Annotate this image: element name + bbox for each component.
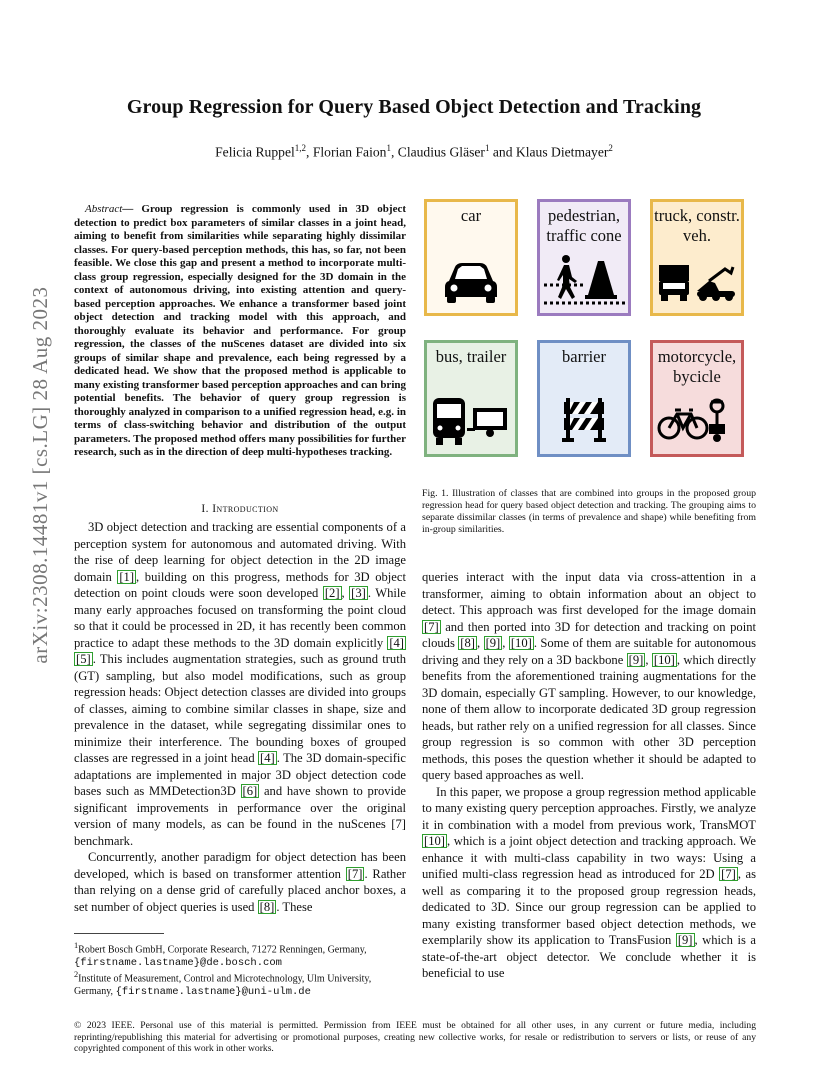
paragraph (74, 519, 406, 849)
paragraph-text: . While many early approaches focused on transforming the point cloud so that it could be processed in 2D, it has recently been common practice to adapt these methods to the 3D domain explicitly (74, 586, 407, 650)
paragraph-text: and have shown to provide significant improvements in performance over the original version of many models, as can be found in the nuScenes [7] benchmark. (74, 784, 406, 848)
citation-link[interactable]: [7] (347, 866, 363, 881)
affiliation-mark: 2 (608, 143, 613, 153)
author-name: Claudius Gläser (397, 144, 485, 160)
paragraph-text: 3D object detection and tracking are essential components of a perception system for autonomous and automated driving. With the rise of deep learning for object detection in the 2D image domain (74, 520, 406, 584)
author-conjunction: and (492, 144, 513, 160)
citation-link[interactable]: [4] (389, 635, 404, 650)
paragraph (74, 849, 406, 915)
group-label: car (460, 206, 482, 225)
affiliation-mark: 1 (484, 143, 490, 153)
copyright-notice: © 2023 IEEE. Personal use of this material is permitted. Permission from IEEE must be obtained for all other uses, in any current or future media, including reprinting/republishing this material for advertising or promotional purposes, creating new collective works, for resale or redistribution to servers or lists, or reuse of any copyrighted component of this work in other works. (74, 1020, 756, 1054)
group-box-bus (424, 340, 518, 457)
left-column-body (74, 519, 406, 915)
citation-link[interactable]: [9] (628, 652, 644, 667)
paragraph-text: , (502, 636, 509, 650)
author-name: Felicia Ruppel (215, 144, 295, 160)
footnote-2: $^2$Institute of Measurement, Control and Microtechnology, Ulm University, Germany, {firstname.lastname}@uni-ulm.de (74, 970, 372, 999)
paragraph-text: In this paper, we propose a group regression method applicable to many existing query perception approaches. Firstly, we analyze it in combination with a model from previous work, TransMOT (422, 784, 756, 832)
section-heading (74, 503, 406, 515)
bus-trailer-icon (427, 388, 515, 448)
group-box-truck (650, 199, 744, 316)
citation-link[interactable]: [7] (721, 867, 736, 881)
citation-link[interactable]: [2] (324, 586, 340, 600)
paragraph-text: , which directly benefits from the aforementioned training augmentations for the 3D domain, especially GT sampling. However, to our knowledge, none of them allow to incorporate dedicated 3D group regression heads, but rather rely on a unified regression for all classes. Since group regression is so common with other 3D perception methods, this poses the question whether it should be adapted to query based approaches as well. (422, 652, 757, 782)
abstract-text: Group regression is commonly used in 3D object detection to predict box parameters of similar classes in a joint head, aiming to benefit from similarities while separating highly dissimilar classes. For query-based perception methods, this has, so far, not been feasible. We close this gap and present a method to incorporate multi-class group regression, especially designed for the 3D domain in the context of autonomous driving, into existing attention and query-based perception approaches. We enhance a transformer based joint object detection and tracking model with this approach, and thoroughly evaluate its behavior and performance. For group regression, the classes of the nuScenes dataset are divided into six groups of similar shape and prevalence, each being regressed by a dedicated head. We show that the proposed method is applicable to many existing transformer based perception approaches and can bring potential benefits. The behavior of query group regression is thoroughly analyzed in comparison to a unified regression head, e.g. in terms of class-switching behavior and distribution of the output parameters. The proposed method offers many possibilities for further research, such as in the direction of deep multi-hypotheses tracking. (74, 203, 406, 458)
affiliation-mark: 1 (386, 143, 391, 153)
paragraph-text: . This includes augmentation strategies, such as ground truth (GT) sampling, but also model modifications, such as group regression heads: Object detection classes are divided into groups of classes, aiming to combine similar classes in shape, size and prevalence in the dataset, while segregating dissimilar ones to minimize their interference. The bounding boxes of grouped classes are regressed in a joint head (74, 652, 406, 765)
footnotes (74, 940, 406, 999)
paragraph-text: , (476, 636, 484, 650)
truck-icon (653, 247, 741, 307)
group-label: pedestrian, traffic cone (546, 206, 622, 245)
group-label: motorcycle, bycicle (657, 347, 737, 386)
paragraph-text: and then ported into 3D for detection and tracking on point clouds (422, 619, 756, 650)
group-label: bus, trailer (435, 347, 507, 366)
car-icon (427, 247, 515, 307)
author-name: Florian Faion (312, 144, 387, 160)
citation-link[interactable]: [3] (351, 586, 366, 600)
paragraph-text: . These (276, 899, 313, 914)
citation-link[interactable]: [10] (424, 834, 445, 848)
email-link[interactable]: {firstname.lastname}@de.bosch.com (74, 956, 282, 969)
caption-text: Illustration of classes that are combined into groups in the proposed group regression head for query based object detection and tracking. The grouping aims to separate dissimilar classes (in terms of prevalence and shape) while benefiting from in-group similarities. (422, 488, 756, 535)
paragraph-text: , which is a state-of-the-art object detector. We conclude whether it is beneficial to use (422, 933, 756, 980)
paragraph-text: , as well as comparing it to the proposed group regression heads, dedicated to 3D. Since our group regression can be applied to many existing transformer based object detection methods, we exemplarily show its application to TransFusion (422, 867, 756, 947)
paragraph-text: . The 3D domain-specific adaptations are implemented in major 3D object detection code bases such as MMDetection3D (74, 751, 406, 798)
group-box-pedestrian (537, 199, 631, 316)
arxiv-stamp: arXiv:2308.14481v1 [cs.LG] 28 Aug 2023 (28, 286, 52, 664)
paragraph-text: , which is a joint object detection and tracking approach. We enhance it with multi-class capability in two ways: Using a unified multi-class regression head as introduced for 2D (422, 834, 756, 881)
footnote-1: $^1$Robert Bosch GmbH, Corporate Research, 71272 Renningen, Germany, {firstname.lastname}@de.bosch.com (74, 941, 367, 969)
citation-link[interactable]: [6] (242, 784, 258, 798)
abstract: Abstract— Group regression is commonly used in 3D object detection to predict box parameters of similar classes in a joint head, aiming to benefit from similarities while separating highly dissimilar classes. For query-based perception methods, this has, so far, not been feasible. We close this gap and present a method to incorporate multi-class group regression, especially designed for the 3D domain in the context of autonomous driving, into existing attention and query-based perception approaches. We enhance a transformer based joint object detection and tracking model with this approach, and thoroughly evaluate its behavior and performance. For group regression, the classes of the nuScenes dataset are divided into six groups of similar shape and prevalence, each being regressed by a dedicated head. We show that the proposed method is applicable to many existing transformer based perception approaches and can bring potential benefits. The behavior of query group regression is thoroughly analyzed in comparison to a unified regression head, e.g. in terms of class-switching behavior and distribution of the output parameters. The proposed method offers many possibilities for further research, such as in the direction of deep multi-hypotheses tracking. (74, 203, 406, 458)
group-box-barrier (537, 340, 631, 457)
paragraph (422, 569, 756, 784)
citation-link[interactable]: [7] (424, 619, 439, 634)
bicycle-motorcycle-icon (653, 388, 741, 448)
group-label: truck, constr. veh. (654, 206, 740, 245)
citation-link[interactable]: [4] (260, 751, 275, 765)
citation-link[interactable]: [10] (510, 636, 532, 650)
footnote-rule (74, 933, 164, 934)
group-box-car (424, 199, 518, 316)
paragraph (422, 784, 756, 982)
figure-class-groups (424, 199, 754, 457)
caption-label: Fig. 1. (422, 488, 449, 499)
paragraph-text: Concurrently, another paradigm for object detection has been developed, which is based on transformer attention (74, 850, 406, 881)
citation-link[interactable]: [8] (460, 636, 475, 650)
citation-link[interactable]: [9] (677, 933, 693, 947)
citation-link[interactable]: [9] (485, 636, 501, 650)
right-column-body (422, 569, 756, 982)
citation-link[interactable]: [8] (259, 899, 275, 914)
citation-link[interactable]: [1] (119, 569, 135, 584)
paragraph-text: queries interact with the input data via cross-attention in a transformer, aiming to obtain information about an object to detect. This approach was first developed for the image domain (422, 570, 756, 617)
affiliation-mark: 1,2 (294, 143, 307, 153)
group-label: barrier (562, 347, 606, 366)
section-title: Introduction (212, 503, 279, 515)
pedestrian-cone-icon (540, 247, 628, 307)
paragraph-text: , (645, 652, 652, 667)
section-number: I. (201, 503, 209, 515)
email-link[interactable]: {firstname.lastname}@uni-ulm.de (115, 986, 311, 999)
citation-link[interactable]: [10] (653, 652, 675, 667)
group-box-motorcycle (650, 340, 744, 457)
author-name: Klaus Dietmayer (515, 144, 609, 160)
abstract-label: Abstract (85, 203, 123, 215)
figure-caption (422, 488, 756, 536)
barrier-icon (540, 388, 628, 448)
citation-link[interactable]: [5] (76, 652, 91, 666)
paragraph-text: , building on this progress, methods for 3D object detection on point clouds were soon developed (74, 569, 406, 600)
paper-title: Group Regression for Query Based Object Detection and Tracking (126, 96, 702, 118)
paragraph-text: . Some of them are suitable for autonomous driving and they rely on a 3D backbone (422, 636, 757, 667)
author-list: Felicia Ruppel$^{1,2}$, Florian Faion$^1$, Claudius Gläser$^1$ and Klaus Dietmayer$^2$ (215, 143, 613, 160)
paragraph-text: , (341, 586, 350, 600)
paragraph-text: . Rather than relying on a dense grid of carefully placed anchor boxes, a set number of object queries is used (74, 866, 406, 914)
